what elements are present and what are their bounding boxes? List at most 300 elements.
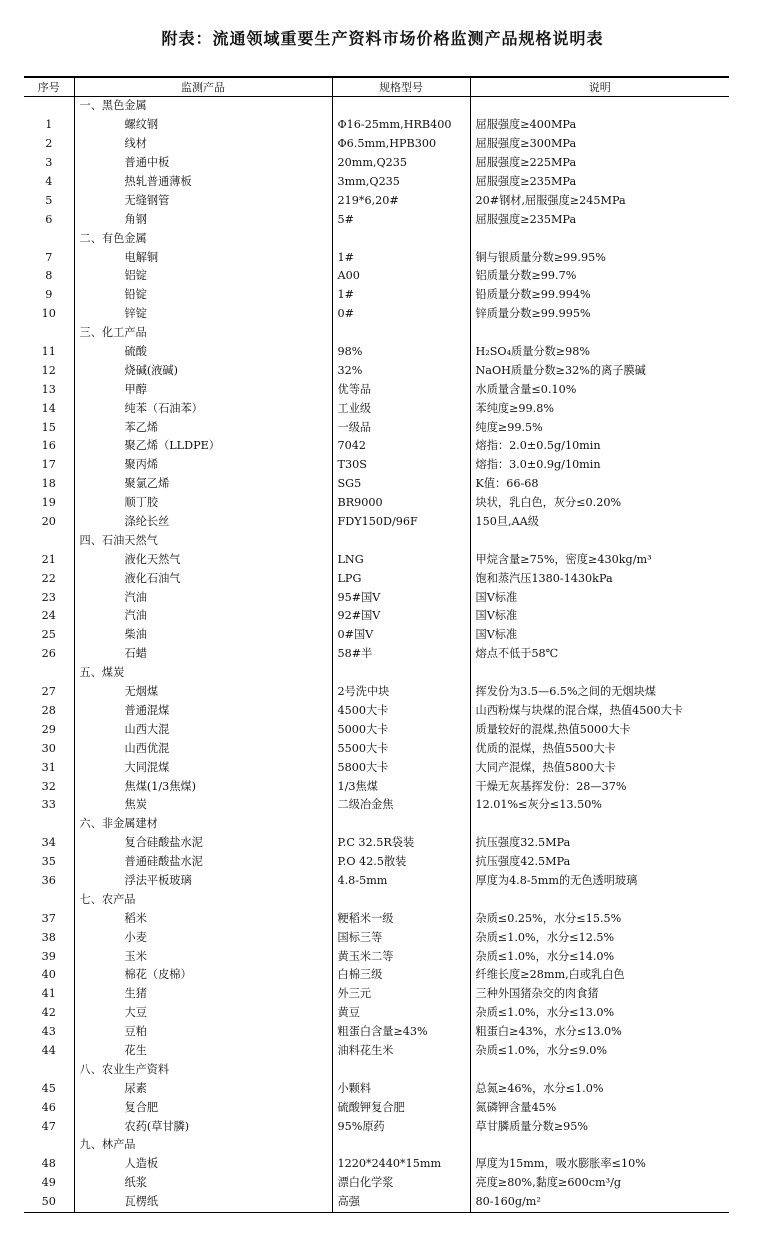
spec-cell: 黄玉米二等 bbox=[332, 947, 470, 966]
row-number: 45 bbox=[41, 1081, 56, 1095]
product-name: 聚丙烯 bbox=[74, 456, 332, 475]
product-name: 普通硅酸盐水泥 bbox=[74, 853, 332, 872]
note-cell: 熔指：2.0±0.5g/10min bbox=[470, 437, 729, 456]
note-cell: 苯纯度≥99.8% bbox=[470, 399, 729, 418]
row-number: 15 bbox=[41, 420, 56, 434]
table-row bbox=[24, 494, 729, 513]
spec-cell: LPG bbox=[332, 569, 470, 588]
row-number: 17 bbox=[41, 458, 56, 472]
category-label: 九、林产品 bbox=[74, 1136, 332, 1155]
product-name: 烧碱(液碱) bbox=[74, 361, 332, 380]
table-row bbox=[24, 1042, 729, 1061]
spec-cell: FDY150D/96F bbox=[332, 513, 470, 532]
note-cell: 熔点不低于58℃ bbox=[470, 645, 729, 664]
product-name: 稻米 bbox=[74, 909, 332, 928]
product-name: 无烟煤 bbox=[74, 683, 332, 702]
product-name: 汽油 bbox=[74, 607, 332, 626]
category-row bbox=[24, 1136, 729, 1155]
note-cell: 草甘膦质量分数≥95% bbox=[470, 1117, 729, 1136]
note-cell: 饱和蒸汽压1380-1430kPa bbox=[470, 569, 729, 588]
note-cell: 熔指：3.0±0.9g/10min bbox=[470, 456, 729, 475]
table-row bbox=[24, 1193, 729, 1212]
category-row bbox=[24, 97, 729, 116]
table-row bbox=[24, 1174, 729, 1193]
spec-cell bbox=[332, 664, 470, 683]
spec-cell: 20mm,Q235 bbox=[332, 154, 470, 173]
table-row bbox=[24, 1023, 729, 1042]
table-row bbox=[24, 437, 729, 456]
product-name: 小麦 bbox=[74, 928, 332, 947]
product-name: 生猪 bbox=[74, 985, 332, 1004]
spec-cell: SG5 bbox=[332, 475, 470, 494]
product-name: 甲醇 bbox=[74, 380, 332, 399]
table-row bbox=[24, 758, 729, 777]
row-number: 40 bbox=[41, 968, 56, 982]
spec-cell: 0#国Ⅴ bbox=[332, 626, 470, 645]
row-number: 1 bbox=[45, 118, 53, 132]
note-cell: 国Ⅴ标准 bbox=[470, 626, 729, 645]
table-row bbox=[24, 1079, 729, 1098]
category-label: 八、农业生产资料 bbox=[74, 1060, 332, 1079]
product-name: 纯苯（石油苯） bbox=[74, 399, 332, 418]
row-number: 22 bbox=[41, 571, 56, 585]
category-label: 五、煤炭 bbox=[74, 664, 332, 683]
note-cell: 屈服强度≥300MPa bbox=[470, 135, 729, 154]
spec-cell bbox=[332, 1136, 470, 1155]
spec-cell bbox=[332, 97, 470, 116]
product-name: 石蜡 bbox=[74, 645, 332, 664]
spec-cell: 粗蛋白含量≥43% bbox=[332, 1023, 470, 1042]
row-number: 4 bbox=[45, 175, 53, 188]
note-cell: 屈服强度≥235MPa bbox=[470, 173, 729, 192]
spec-cell: BR9000 bbox=[332, 494, 470, 513]
row-number: 36 bbox=[41, 873, 56, 887]
product-name: 螺纹钢 bbox=[74, 116, 332, 135]
table-row bbox=[24, 475, 729, 494]
row-number: 6 bbox=[45, 212, 53, 226]
note-cell: 150旦,AA级 bbox=[470, 513, 729, 532]
note-cell: 杂质≤1.0%，水分≤13.0% bbox=[470, 1004, 729, 1023]
row-number bbox=[24, 1136, 74, 1155]
spec-cell: A00 bbox=[332, 267, 470, 286]
product-name: 瓦楞纸 bbox=[74, 1193, 332, 1212]
spec-cell: T30S bbox=[332, 456, 470, 475]
product-name: 焦炭 bbox=[74, 796, 332, 815]
note-cell: NaOH质量分数≥32%的离子膜碱 bbox=[470, 361, 729, 380]
spec-cell bbox=[332, 1060, 470, 1079]
row-number: 20 bbox=[41, 515, 56, 529]
spec-cell: 黄豆 bbox=[332, 1004, 470, 1023]
product-name: 复合硅酸盐水泥 bbox=[74, 834, 332, 853]
row-number: 8 bbox=[45, 269, 53, 283]
spec-cell bbox=[332, 229, 470, 248]
product-name: 热轧普通薄板 bbox=[74, 173, 332, 192]
row-number: 19 bbox=[41, 496, 56, 510]
table-row bbox=[24, 569, 729, 588]
product-name: 铝锭 bbox=[74, 267, 332, 286]
row-number: 3 bbox=[45, 156, 53, 170]
table-row bbox=[24, 928, 729, 947]
row-number: 47 bbox=[41, 1119, 56, 1133]
note-cell: 铜与银质量分数≥99.95% bbox=[470, 248, 729, 267]
row-number: 21 bbox=[41, 552, 56, 566]
table-row bbox=[24, 777, 729, 796]
spec-cell: 高强 bbox=[332, 1193, 470, 1212]
row-number: 24 bbox=[41, 609, 56, 623]
header-note: 说明 bbox=[470, 77, 729, 97]
note-cell: 屈服强度≥400MPa bbox=[470, 116, 729, 135]
table-row bbox=[24, 380, 729, 399]
spec-cell: 7042 bbox=[332, 437, 470, 456]
spec-cell: Φ16-25mm,HRB400 bbox=[332, 116, 470, 135]
table-row bbox=[24, 116, 729, 135]
table-row bbox=[24, 1004, 729, 1023]
row-number: 29 bbox=[41, 722, 56, 736]
product-name: 角钢 bbox=[74, 210, 332, 229]
spec-cell: 219*6,20# bbox=[332, 191, 470, 210]
category-label: 三、化工产品 bbox=[74, 324, 332, 343]
note-cell: 厚度为4.8-5mm的无色透明玻璃 bbox=[470, 872, 729, 891]
product-name: 汽油 bbox=[74, 588, 332, 607]
note-cell: 纯度≥99.5% bbox=[470, 418, 729, 437]
category-row bbox=[24, 890, 729, 909]
table-row bbox=[24, 872, 729, 891]
note-cell: 干燥无灰基挥发份：28—37% bbox=[470, 777, 729, 796]
product-name: 尿素 bbox=[74, 1079, 332, 1098]
product-name: 铅锭 bbox=[74, 286, 332, 305]
row-number: 18 bbox=[41, 477, 56, 491]
row-number: 2 bbox=[45, 137, 53, 151]
note-cell: 质量较好的混煤,热值5000大卡 bbox=[470, 720, 729, 739]
table-row bbox=[24, 1098, 729, 1117]
product-name: 聚乙烯（LLDPE） bbox=[74, 437, 332, 456]
note-cell: 抗压强度42.5MPa bbox=[470, 853, 729, 872]
row-number: 38 bbox=[41, 930, 56, 944]
row-number bbox=[24, 229, 74, 248]
row-number: 10 bbox=[41, 307, 56, 321]
product-name: 山西优混 bbox=[74, 739, 332, 758]
spec-cell: 5800大卡 bbox=[332, 758, 470, 777]
table-row bbox=[24, 550, 729, 569]
table-body bbox=[24, 97, 729, 1213]
table-row bbox=[24, 418, 729, 437]
spec-cell: 4.8-5mm bbox=[332, 872, 470, 891]
table-row bbox=[24, 173, 729, 192]
category-label: 二、有色金属 bbox=[74, 229, 332, 248]
row-number: 28 bbox=[41, 703, 56, 717]
note-cell: 20#钢材,屈服强度≥245MPa bbox=[470, 191, 729, 210]
product-name: 锌锭 bbox=[74, 305, 332, 324]
note-cell: 厚度为15mm，吸水膨胀率≤10% bbox=[470, 1155, 729, 1174]
row-number bbox=[24, 324, 74, 343]
row-number: 37 bbox=[41, 911, 56, 925]
note-cell: 屈服强度≥235MPa bbox=[470, 210, 729, 229]
row-number: 46 bbox=[41, 1100, 56, 1114]
spec-cell: 5# bbox=[332, 210, 470, 229]
note-cell: 优质的混煤，热值5500大卡 bbox=[470, 739, 729, 758]
spec-table bbox=[24, 76, 729, 1213]
spec-cell: 4500大卡 bbox=[332, 702, 470, 721]
spec-cell: 1# bbox=[332, 286, 470, 305]
table-row bbox=[24, 305, 729, 324]
row-number bbox=[24, 815, 74, 834]
product-name: 聚氯乙烯 bbox=[74, 475, 332, 494]
header-spec: 规格型号 bbox=[332, 77, 470, 97]
table-row bbox=[24, 796, 729, 815]
spec-cell: 58#半 bbox=[332, 645, 470, 664]
note-cell: 山西粉煤与块煤的混合煤，热值4500大卡 bbox=[470, 702, 729, 721]
row-number: 44 bbox=[41, 1043, 56, 1057]
product-name: 豆粕 bbox=[74, 1023, 332, 1042]
table-row bbox=[24, 683, 729, 702]
row-number: 41 bbox=[41, 987, 56, 1001]
product-name: 浮法平板玻璃 bbox=[74, 872, 332, 891]
row-number: 27 bbox=[41, 685, 56, 699]
note-cell: 挥发份为3.5—6.5%之间的无烟块煤 bbox=[470, 683, 729, 702]
spec-cell: 二级冶金焦 bbox=[332, 796, 470, 815]
spec-cell bbox=[332, 815, 470, 834]
spec-cell: 95%原药 bbox=[332, 1117, 470, 1136]
spec-cell: 1/3焦煤 bbox=[332, 777, 470, 796]
row-number: 7 bbox=[45, 250, 53, 264]
note-cell: 粗蛋白≥43%，水分≤13.0% bbox=[470, 1023, 729, 1042]
table-row bbox=[24, 739, 729, 758]
spec-cell: 小颗料 bbox=[332, 1079, 470, 1098]
note-cell: 亮度≥80%,黏度≥600cm³/g bbox=[470, 1174, 729, 1193]
table-row bbox=[24, 361, 729, 380]
row-number: 33 bbox=[41, 798, 56, 812]
product-name: 液化石油气 bbox=[74, 569, 332, 588]
note-cell bbox=[470, 229, 729, 248]
spec-cell bbox=[332, 324, 470, 343]
row-number: 12 bbox=[41, 363, 56, 377]
spec-cell: 工业级 bbox=[332, 399, 470, 418]
spec-cell: Φ6.5mm,HPB300 bbox=[332, 135, 470, 154]
product-name: 硫酸 bbox=[74, 343, 332, 362]
note-cell: 杂质≤1.0%，水分≤9.0% bbox=[470, 1042, 729, 1061]
note-cell: 氮磷钾含量45% bbox=[470, 1098, 729, 1117]
spec-cell: 32% bbox=[332, 361, 470, 380]
spec-cell: 0# bbox=[332, 305, 470, 324]
product-name: 花生 bbox=[74, 1042, 332, 1061]
row-number bbox=[24, 890, 74, 909]
header-product: 监测产品 bbox=[74, 77, 332, 97]
note-cell bbox=[470, 1136, 729, 1155]
row-number: 49 bbox=[41, 1176, 56, 1190]
note-cell bbox=[470, 531, 729, 550]
row-number: 34 bbox=[41, 836, 56, 850]
spec-cell: P.O 42.5散装 bbox=[332, 853, 470, 872]
row-number: 9 bbox=[45, 288, 53, 302]
note-cell: 总氮≥46%，水分≤1.0% bbox=[470, 1079, 729, 1098]
product-name: 人造板 bbox=[74, 1155, 332, 1174]
note-cell: K值：66-68 bbox=[470, 475, 729, 494]
category-row bbox=[24, 229, 729, 248]
spec-cell: 3mm,Q235 bbox=[332, 173, 470, 192]
table-row bbox=[24, 626, 729, 645]
table-row bbox=[24, 834, 729, 853]
spec-cell: 1220*2440*15mm bbox=[332, 1155, 470, 1174]
product-name: 线材 bbox=[74, 135, 332, 154]
table-row bbox=[24, 588, 729, 607]
spec-cell: 漂白化学浆 bbox=[332, 1174, 470, 1193]
spec-cell: 一级品 bbox=[332, 418, 470, 437]
row-number: 25 bbox=[41, 628, 56, 642]
row-number: 39 bbox=[41, 949, 56, 963]
row-number bbox=[24, 531, 74, 550]
table-row bbox=[24, 607, 729, 626]
row-number bbox=[24, 664, 74, 683]
row-number: 43 bbox=[41, 1025, 56, 1039]
spec-cell bbox=[332, 531, 470, 550]
row-number: 14 bbox=[41, 401, 56, 415]
product-name: 液化天然气 bbox=[74, 550, 332, 569]
product-name: 棉花（皮棉） bbox=[74, 966, 332, 985]
spec-cell: LNG bbox=[332, 550, 470, 569]
note-cell: H₂SO₄质量分数≥98% bbox=[470, 343, 729, 362]
row-number: 23 bbox=[41, 590, 56, 604]
table-row bbox=[24, 513, 729, 532]
spec-cell: 优等品 bbox=[332, 380, 470, 399]
category-row bbox=[24, 531, 729, 550]
category-label: 四、石油天然气 bbox=[74, 531, 332, 550]
spec-cell: 白棉三级 bbox=[332, 966, 470, 985]
row-number: 13 bbox=[41, 382, 56, 396]
header-no: 序号 bbox=[24, 77, 74, 97]
table-row bbox=[24, 966, 729, 985]
product-name: 复合肥 bbox=[74, 1098, 332, 1117]
table-row bbox=[24, 645, 729, 664]
note-cell: 锌质量分数≥99.995% bbox=[470, 305, 729, 324]
note-cell bbox=[470, 324, 729, 343]
product-name: 普通混煤 bbox=[74, 702, 332, 721]
category-label: 六、非金属建材 bbox=[74, 815, 332, 834]
note-cell: 抗压强度32.5MPa bbox=[470, 834, 729, 853]
spec-cell: P.C 32.5R袋装 bbox=[332, 834, 470, 853]
table-row bbox=[24, 248, 729, 267]
note-cell: 三种外国猪杂交的肉食猪 bbox=[470, 985, 729, 1004]
spec-cell: 油料花生米 bbox=[332, 1042, 470, 1061]
spec-cell bbox=[332, 890, 470, 909]
row-number bbox=[24, 1060, 74, 1079]
table-row bbox=[24, 853, 729, 872]
row-number: 5 bbox=[45, 193, 53, 207]
product-name: 普通中板 bbox=[74, 154, 332, 173]
spec-cell: 国标三等 bbox=[332, 928, 470, 947]
product-name: 顺丁胶 bbox=[74, 494, 332, 513]
table-row bbox=[24, 720, 729, 739]
product-name: 大豆 bbox=[74, 1004, 332, 1023]
table-row bbox=[24, 135, 729, 154]
note-cell: 国Ⅴ标准 bbox=[470, 607, 729, 626]
note-cell bbox=[470, 1060, 729, 1079]
row-number: 35 bbox=[41, 855, 56, 869]
row-number: 11 bbox=[41, 345, 56, 359]
note-cell: 杂质≤1.0%，水分≤14.0% bbox=[470, 947, 729, 966]
category-row bbox=[24, 664, 729, 683]
row-number: 50 bbox=[24, 1193, 74, 1212]
category-row bbox=[24, 324, 729, 343]
spec-cell: 外三元 bbox=[332, 985, 470, 1004]
category-label: 一、黑色金属 bbox=[74, 97, 332, 116]
table-row bbox=[24, 267, 729, 286]
note-cell: 屈服强度≥225MPa bbox=[470, 154, 729, 173]
note-cell: 铅质量分数≥99.994% bbox=[470, 286, 729, 305]
note-cell: 块状，乳白色，灰分≤0.20% bbox=[470, 494, 729, 513]
table-row bbox=[24, 985, 729, 1004]
table-header-row bbox=[24, 77, 729, 97]
table-row bbox=[24, 154, 729, 173]
spec-cell: 2号洗中块 bbox=[332, 683, 470, 702]
row-number: 26 bbox=[41, 647, 56, 661]
product-name: 大同混煤 bbox=[74, 758, 332, 777]
note-cell: 水质量含量≤0.10% bbox=[470, 380, 729, 399]
spec-cell: 95#国Ⅴ bbox=[332, 588, 470, 607]
table-row bbox=[24, 1155, 729, 1174]
category-label: 七、农产品 bbox=[74, 890, 332, 909]
note-cell: 80-160g/m² bbox=[470, 1193, 729, 1212]
row-number: 16 bbox=[41, 439, 56, 453]
spec-cell: 92#国Ⅴ bbox=[332, 607, 470, 626]
row-number: 32 bbox=[41, 779, 56, 793]
page-title: 附表：流通领域重要生产资料市场价格监测产品规格说明表 bbox=[161, 29, 604, 48]
note-cell: 杂质≤1.0%，水分≤12.5% bbox=[470, 928, 729, 947]
product-name: 无缝钢管 bbox=[74, 191, 332, 210]
table-row bbox=[24, 399, 729, 418]
note-cell: 纤维长度≥28mm,白或乳白色 bbox=[470, 966, 729, 985]
row-number bbox=[24, 97, 74, 116]
row-number: 48 bbox=[41, 1157, 56, 1171]
note-cell: 甲烷含量≥75%，密度≥430kg/m³ bbox=[470, 550, 729, 569]
table-row bbox=[24, 947, 729, 966]
product-name: 苯乙烯 bbox=[74, 418, 332, 437]
table-row bbox=[24, 1117, 729, 1136]
note-cell bbox=[470, 815, 729, 834]
spec-cell: 5500大卡 bbox=[332, 739, 470, 758]
note-cell: 大同产混煤，热值5800大卡 bbox=[470, 758, 729, 777]
spec-cell: 1# bbox=[332, 248, 470, 267]
table-row bbox=[24, 456, 729, 475]
product-name: 柴油 bbox=[74, 626, 332, 645]
table-row bbox=[24, 702, 729, 721]
spec-cell: 硫酸钾复合肥 bbox=[332, 1098, 470, 1117]
spec-cell: 98% bbox=[332, 343, 470, 362]
table-row bbox=[24, 909, 729, 928]
spec-cell: 粳稻米一级 bbox=[332, 909, 470, 928]
row-number: 42 bbox=[41, 1006, 56, 1020]
row-number: 30 bbox=[41, 741, 56, 755]
product-name: 玉米 bbox=[74, 947, 332, 966]
note-cell bbox=[470, 664, 729, 683]
table-row bbox=[24, 343, 729, 362]
product-name: 电解铜 bbox=[74, 248, 332, 267]
table-row bbox=[24, 210, 729, 229]
table-row bbox=[24, 286, 729, 305]
note-cell bbox=[470, 97, 729, 116]
product-name: 农药(草甘膦) bbox=[74, 1117, 332, 1136]
row-number: 31 bbox=[41, 760, 56, 774]
product-name: 焦煤(1/3焦煤) bbox=[74, 777, 332, 796]
note-cell bbox=[470, 890, 729, 909]
product-name: 纸浆 bbox=[74, 1174, 332, 1193]
note-cell: 铝质量分数≥99.7% bbox=[470, 267, 729, 286]
product-name: 山西大混 bbox=[74, 720, 332, 739]
category-row bbox=[24, 1060, 729, 1079]
note-cell: 杂质≤0.25%，水分≤15.5% bbox=[470, 909, 729, 928]
table-row bbox=[24, 191, 729, 210]
note-cell: 国Ⅴ标准 bbox=[470, 588, 729, 607]
category-row bbox=[24, 815, 729, 834]
